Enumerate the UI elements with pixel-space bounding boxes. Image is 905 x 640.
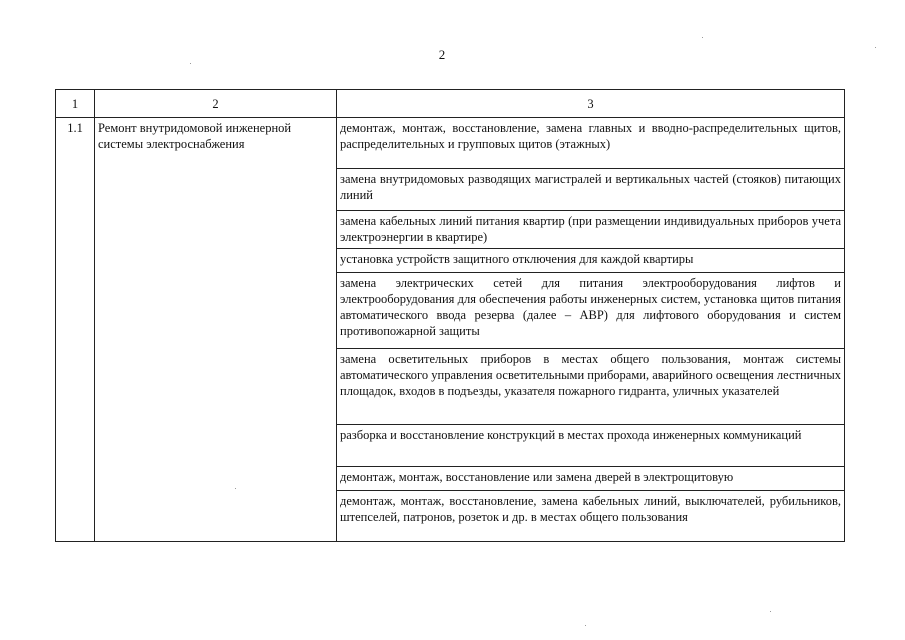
scan-speck bbox=[875, 47, 876, 48]
work-item: замена кабельных линий питания квартир (при размещении индивидуальных приборов учета электроэнергии в квартире) bbox=[337, 211, 845, 249]
work-item: демонтаж, монтаж, восстановление, замена кабельных линий, выключателей, рубильников, штепселей, патронов, розеток и др. в местах общего пользования bbox=[337, 491, 845, 542]
header-col-2: 2 bbox=[95, 90, 337, 118]
work-item: демонтаж, монтаж, восстановление, замена главных и вводно-распределительных щитов, распределительных и групповых щитов (этажных) bbox=[337, 118, 845, 169]
scan-speck bbox=[702, 37, 703, 38]
work-item: замена осветительных приборов в местах общего пользования, монтаж системы автоматического управления осветительными приборами, аварийного освещения лестничных площадок, входов в подъезды, указателя пожарного гидранта, уличных указателей bbox=[337, 349, 845, 425]
work-item: установка устройств защитного отключения для каждой квартиры bbox=[337, 249, 845, 273]
works-table bbox=[55, 89, 845, 542]
table-row bbox=[56, 118, 845, 169]
scan-speck bbox=[770, 611, 771, 612]
work-item: разборка и восстановление конструкций в местах прохода инженерных коммуникаций bbox=[337, 425, 845, 467]
page-number: 2 bbox=[438, 47, 446, 62]
work-item: замена внутридомовых разводящих магистралей и вертикальных частей (стояков) питающих линий bbox=[337, 169, 845, 211]
header-col-3: 3 bbox=[337, 90, 845, 118]
row-number: 1.1 bbox=[56, 118, 95, 542]
scan-speck bbox=[585, 625, 586, 626]
system-name: Ремонт внутридомовой инженерной системы электроснабжения bbox=[95, 118, 337, 542]
work-item: демонтаж, монтаж, восстановление или замена дверей в электрощитовую bbox=[337, 467, 845, 491]
scan-speck bbox=[235, 488, 236, 489]
header-col-1: 1 bbox=[56, 90, 95, 118]
table-header-row bbox=[56, 90, 845, 118]
work-item: замена электрических сетей для питания электрооборудования лифтов и электрооборудования для обеспечения работы инженерных систем, установка щитов питания автоматического ввода резерва (далее – АВР) для лифтового оборудования и систем противопожарной защиты bbox=[337, 273, 845, 349]
scan-speck bbox=[190, 63, 191, 64]
